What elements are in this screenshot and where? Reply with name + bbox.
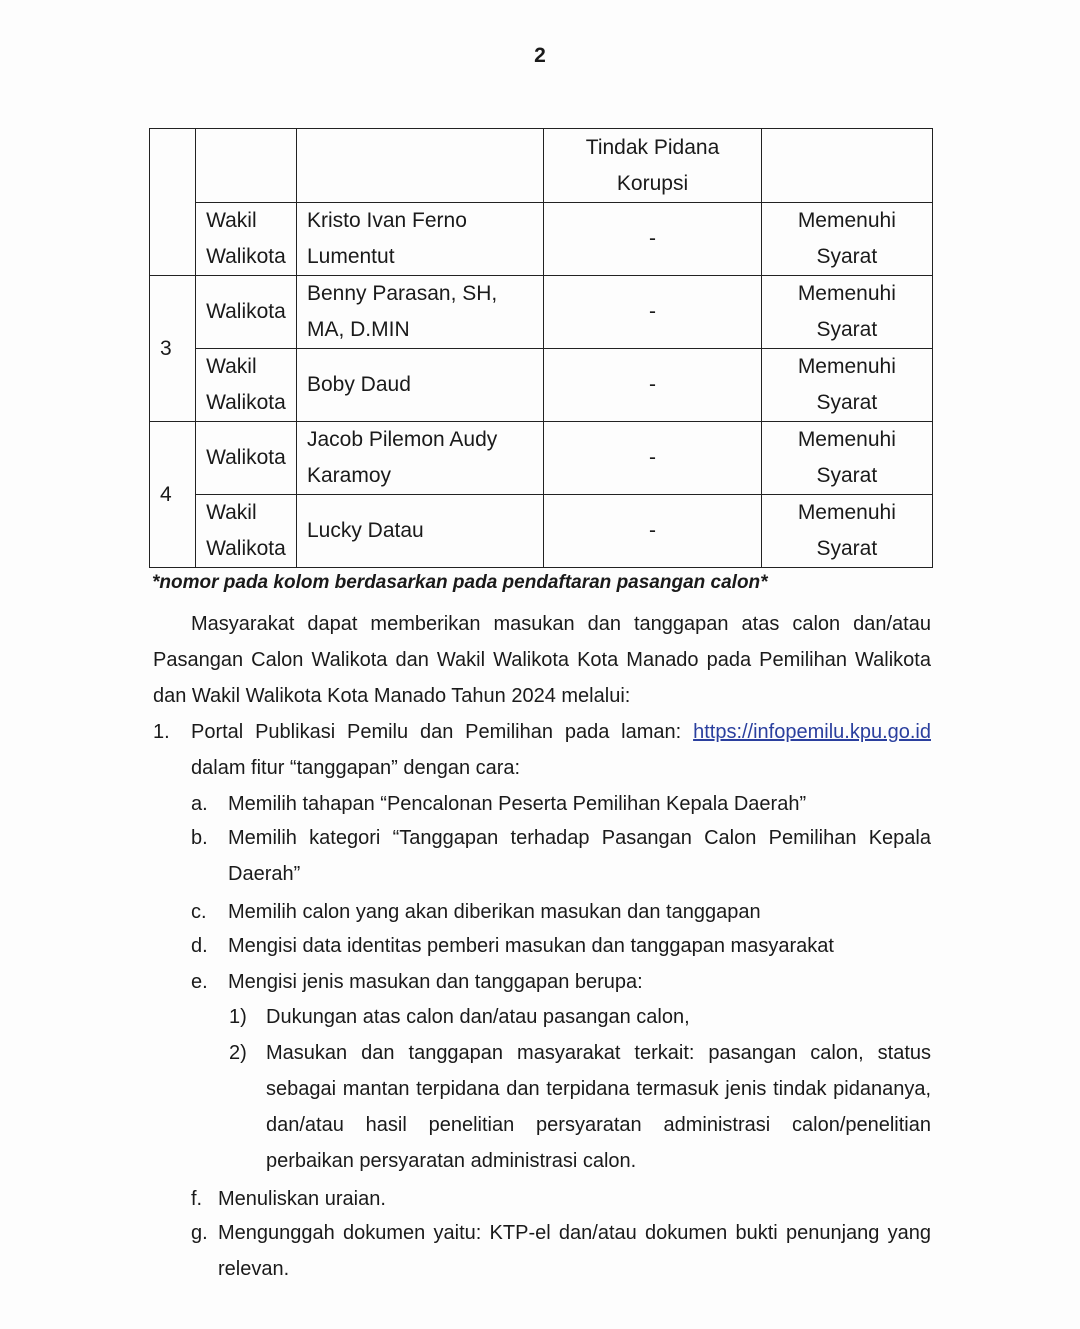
- table-row: [150, 203, 933, 276]
- position-cell: Wakil Walikota: [196, 203, 297, 276]
- table-row: [150, 495, 933, 568]
- list-marker: e.: [191, 971, 208, 993]
- name-cell: Jacob Pilemon Audy Karamoy: [296, 422, 543, 495]
- item-text: Memilih kategori “Tanggapan terhadap Pasangan Calon Pemilihan Kepala Daerah”: [228, 827, 931, 885]
- intro-paragraph: Masyarakat dapat memberikan masukan dan tanggapan atas calon dan/atau Pasangan Calon Walikota dan Wakil Walikota Kota Manado pada Pemilihan Walikota dan Wakil Walikota Kota Manado Tahun 2024 melalui:: [153, 613, 931, 707]
- position-cell: Walikota: [196, 422, 297, 495]
- pidana-cell: -: [544, 349, 761, 422]
- name-cell: Boby Daud: [296, 349, 543, 422]
- list-item: [191, 964, 931, 1000]
- pidana-cell: -: [544, 276, 761, 349]
- no-cell: 3: [150, 276, 196, 422]
- item-text-continued: dalam fitur “tanggapan” dengan cara:: [191, 757, 521, 779]
- list-marker: c.: [191, 901, 207, 923]
- list-marker: b.: [191, 827, 208, 849]
- item-text: Memilih tahapan “Pencalonan Peserta Pemilihan Kepala Daerah”: [228, 793, 807, 815]
- keterangan-cell: Memenuhi Syarat: [761, 422, 932, 495]
- table-row: [150, 349, 933, 422]
- candidate-table: [149, 128, 933, 568]
- keterangan-cell: Memenuhi Syarat: [761, 203, 932, 276]
- table-row: [150, 276, 933, 349]
- pidana-cell: -: [544, 495, 761, 568]
- item-text: Memilih calon yang akan diberikan masukan dan tanggapan: [228, 901, 761, 923]
- list-item: [229, 999, 931, 1035]
- list-item: [191, 820, 931, 892]
- list-item: [191, 894, 931, 930]
- table-note: *nomor pada kolom berdasarkan pada pendaftaran pasangan calon*: [152, 572, 768, 593]
- pidana-cell: -: [544, 203, 761, 276]
- name-cell: Lucky Datau: [296, 495, 543, 568]
- keterangan-cell: Memenuhi Syarat: [761, 349, 932, 422]
- no-cell: 4: [150, 422, 196, 568]
- infopemilu-link[interactable]: https://infopemilu.kpu.go.id: [693, 721, 931, 743]
- item-text: Mengisi data identitas pemberi masukan dan tanggapan masyarakat: [228, 935, 834, 957]
- item-text: Mengunggah dokumen yaitu: KTP-el dan/atau dokumen bukti penunjang yang relevan.: [218, 1222, 931, 1280]
- list-marker: 2): [229, 1042, 247, 1064]
- table-row: [150, 129, 933, 203]
- list-item: [191, 786, 931, 822]
- list-item: [191, 928, 931, 964]
- table-row: [150, 422, 933, 495]
- item-text: Portal Publikasi Pemilu dan Pemilihan pada laman:: [191, 721, 682, 743]
- keterangan-cell: Memenuhi Syarat: [761, 495, 932, 568]
- list-marker: g.: [191, 1222, 208, 1244]
- position-cell: Wakil Walikota: [196, 349, 297, 422]
- name-cell: Kristo Ivan Ferno Lumentut: [296, 203, 543, 276]
- pidana-cell: -: [544, 422, 761, 495]
- list-marker: d.: [191, 935, 208, 957]
- item-text: Masukan dan tanggapan masyarakat terkait: pasangan calon, status sebagai mantan terpidana dan terpidana termasuk jenis tindak pidananya, dan/atau hasil penelitian persyaratan administrasi calon/penelitian perbaikan persyaratan administrasi calon.: [266, 1042, 931, 1172]
- name-cell: Benny Parasan, SH, MA, D.MIN: [296, 276, 543, 349]
- list-item: [153, 714, 931, 786]
- pidana-header-continued: Tindak Pidana Korupsi: [544, 129, 761, 203]
- list-item: [191, 1215, 931, 1287]
- item-text: Mengisi jenis masukan dan tanggapan berupa:: [228, 971, 643, 993]
- no-cell: [150, 129, 196, 276]
- list-item: [229, 1035, 931, 1179]
- list-marker: 1): [229, 1006, 247, 1028]
- page-number: 2: [534, 44, 546, 67]
- keterangan-cell: Memenuhi Syarat: [761, 276, 932, 349]
- position-cell: Wakil Walikota: [196, 495, 297, 568]
- position-cell: Walikota: [196, 276, 297, 349]
- list-marker: f.: [191, 1188, 203, 1210]
- list-item: [191, 1181, 931, 1217]
- item-text: Menuliskan uraian.: [218, 1188, 386, 1210]
- item-text: Dukungan atas calon dan/atau pasangan calon,: [266, 1006, 690, 1028]
- list-marker: a.: [191, 793, 208, 815]
- list-marker: 1.: [153, 721, 170, 743]
